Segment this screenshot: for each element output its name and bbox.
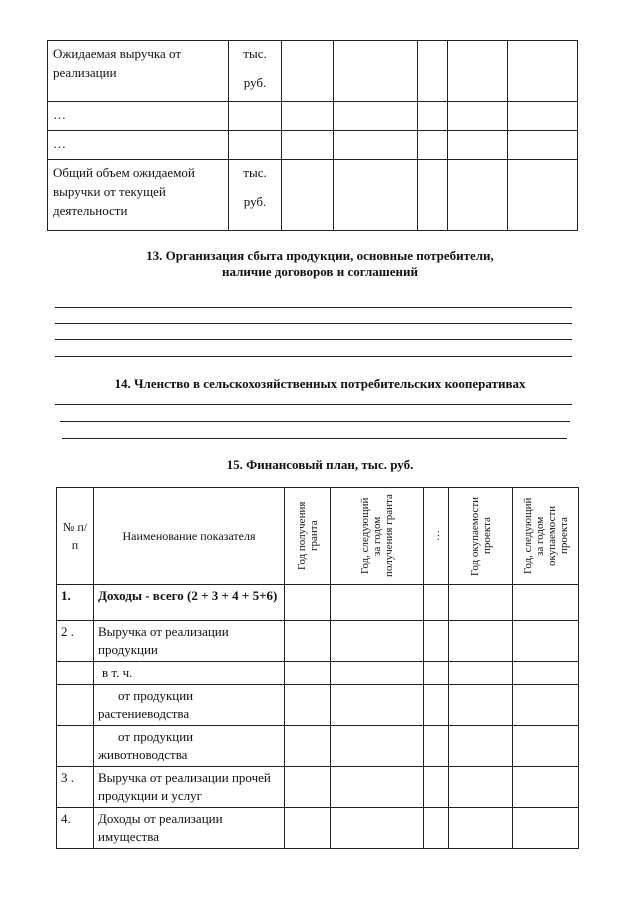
row-name: Доходы - всего (2 + 3 + 4 + 5+6) <box>94 585 285 621</box>
table-row <box>48 41 578 102</box>
section-13-title: 13. Организация сбыта продукции, основные потребители, <box>146 248 494 263</box>
header-col4: Год окупаемости проекта <box>449 488 513 585</box>
table-row <box>57 621 579 662</box>
row-name: в т. ч. <box>94 662 285 685</box>
row-num: 3 . <box>57 767 94 808</box>
blank-line <box>55 356 572 357</box>
table-row <box>57 685 579 726</box>
unit-cell: тыс. руб. <box>229 41 282 102</box>
row-name: Выручка от реализации продукции <box>94 621 285 662</box>
table-row <box>57 585 579 621</box>
row-label: … <box>48 131 229 160</box>
blank-line <box>62 438 567 439</box>
table-row <box>48 102 578 131</box>
blank-line <box>60 421 570 422</box>
blank-line <box>55 307 572 308</box>
table-row <box>57 767 579 808</box>
header-col1: Год получения гранта <box>285 488 331 585</box>
unit-cell: тыс. руб. <box>229 160 282 231</box>
row-num: 2 . <box>57 621 94 662</box>
row-num: 1. <box>57 585 94 621</box>
header-row <box>57 488 579 585</box>
table-row <box>57 662 579 685</box>
row-name: Выручка от реализации прочей продукции и услуг <box>94 767 285 808</box>
section-14-title: 14. Членство в сельскохозяйственных потребительских кооперативах <box>114 376 526 391</box>
blank-line <box>55 339 572 340</box>
section-13-subtitle: наличие договоров и соглашений <box>222 264 418 279</box>
row-name: от продукции животноводства <box>94 726 285 767</box>
header-col5: Год, следующий за годом окупаемости проекта <box>513 488 579 585</box>
row-name: от продукции растениеводства <box>94 685 285 726</box>
revenue-table <box>47 40 578 231</box>
row-label: Общий объем ожидаемой выручки от текущей деятельности <box>48 160 229 231</box>
header-name: Наименование показателя <box>94 488 285 585</box>
row-num: 4. <box>57 808 94 849</box>
header-col2: Год, следующий за годом получения гранта <box>331 488 424 585</box>
blank-line <box>55 404 572 405</box>
table-row <box>57 808 579 849</box>
financial-plan-table <box>56 487 579 849</box>
header-col3: … <box>424 488 449 585</box>
row-label: Ожидаемая выручка от реализации <box>48 41 229 102</box>
blank-line <box>55 323 572 324</box>
row-name: Доходы от реализации имущества <box>94 808 285 849</box>
row-label: … <box>48 102 229 131</box>
header-num: № п/п <box>57 488 94 585</box>
section-15-title: 15. Финансовый план, тыс. руб. <box>226 457 414 472</box>
table-row <box>48 160 578 231</box>
table-row <box>57 726 579 767</box>
table-row <box>48 131 578 160</box>
